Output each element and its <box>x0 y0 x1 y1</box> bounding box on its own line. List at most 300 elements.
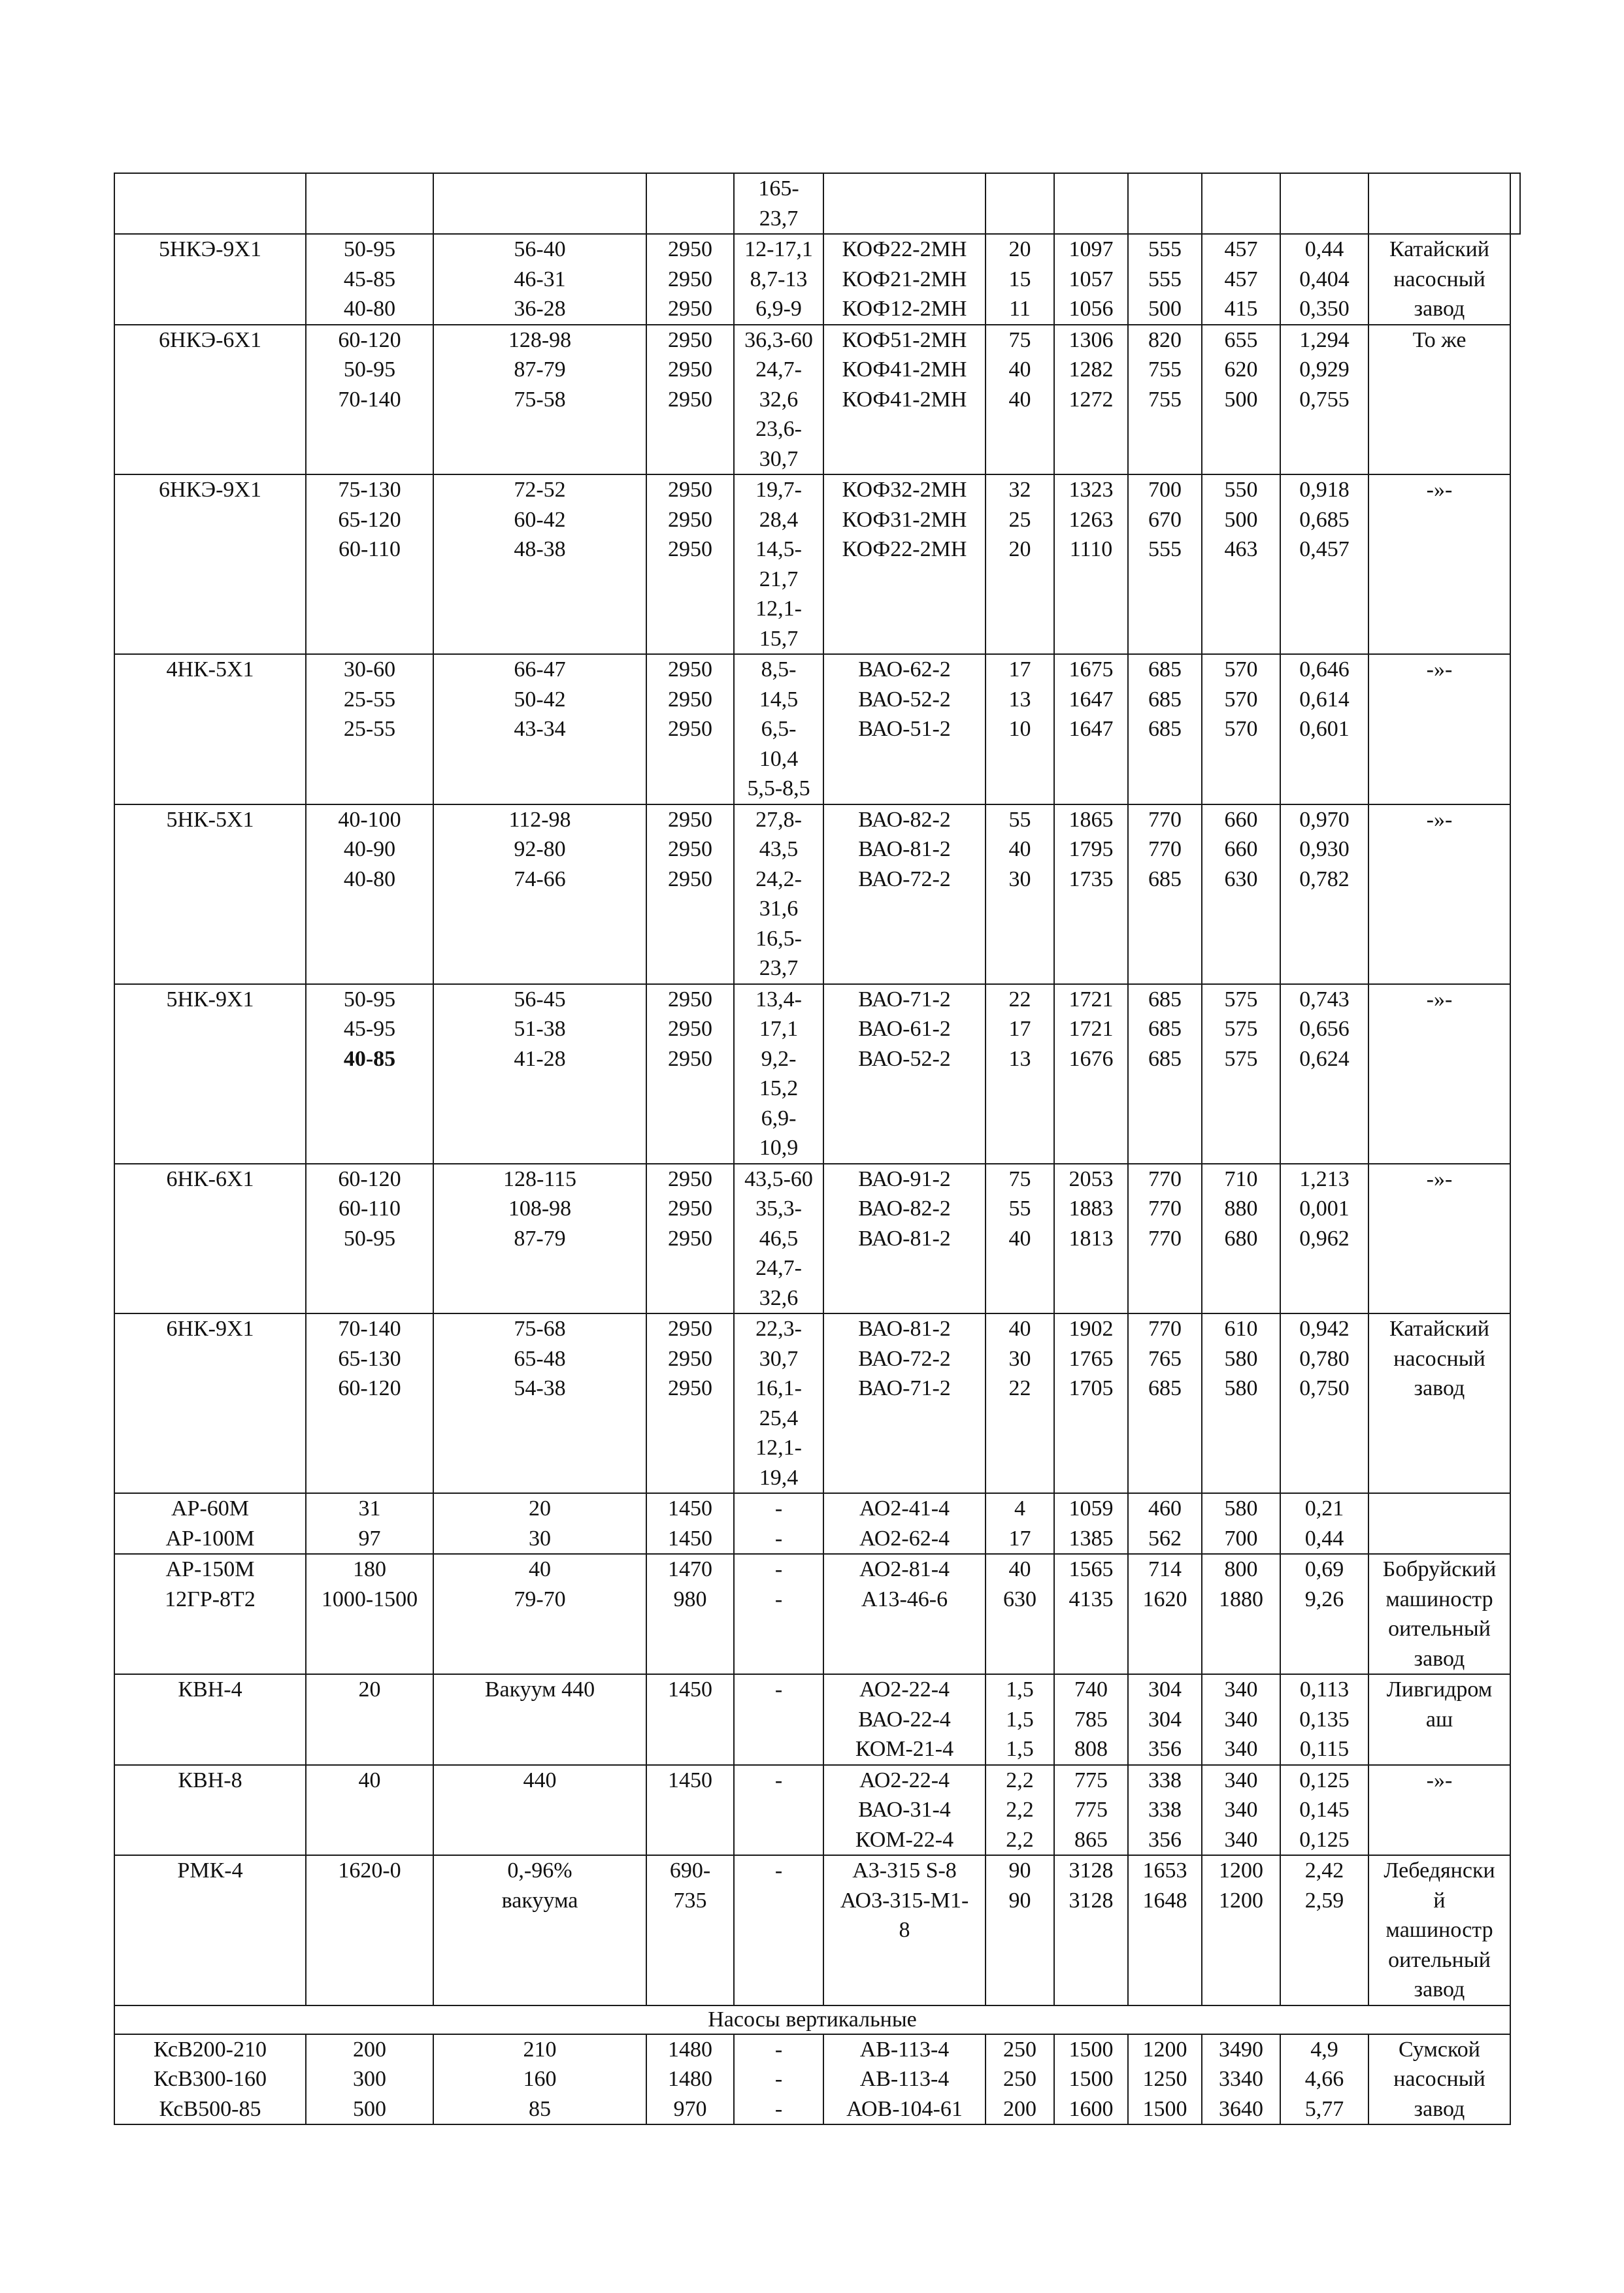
cell-line: КОФ12-2МН <box>842 297 967 321</box>
cell-power-range <box>734 325 823 475</box>
cell-motor-type <box>823 804 986 984</box>
cell-line: АО2-81-4 <box>859 1557 950 1581</box>
cell-line: 92-80 <box>514 837 566 861</box>
cell-line: КОФ31-2МН <box>842 507 967 532</box>
cell-height <box>1202 804 1280 984</box>
cell-flow <box>306 234 433 325</box>
cell-line: 23,7 <box>759 206 799 231</box>
cell-height <box>1202 1493 1280 1554</box>
cell-power-range <box>734 1554 823 1674</box>
table-body <box>114 173 1520 2124</box>
cell-flow <box>306 1313 433 1493</box>
cell-line: 13,4- <box>755 987 802 1012</box>
cell-line: 770 <box>1148 1226 1182 1251</box>
cell-height <box>1202 234 1280 325</box>
cell-mass <box>1280 804 1368 984</box>
cell-flow <box>306 1554 433 1674</box>
cell-line: 1620 <box>1142 1587 1187 1611</box>
cell-line: 19,4 <box>759 1465 799 1490</box>
cell-line: завод <box>1414 1977 1465 2002</box>
cell-length <box>1054 173 1128 234</box>
cell-line: ВАО-81-2 <box>858 1317 951 1341</box>
cell-line: КсВ200-210 <box>154 2037 267 2062</box>
cell-line: 12,1- <box>755 597 802 621</box>
cell-line: Ливгидром <box>1386 1677 1493 1702</box>
table-row <box>114 1493 1520 1554</box>
cell-width <box>1128 325 1202 475</box>
cell-line: 50-42 <box>514 687 566 712</box>
cell-line: 457 <box>1224 237 1258 261</box>
cell-head <box>433 234 646 325</box>
cell-line: 2950 <box>668 807 712 832</box>
pump-specification-table <box>114 173 1521 2125</box>
cell-line: 40 <box>358 1768 381 1792</box>
cell-mass <box>1280 654 1368 804</box>
cell-line: 304 <box>1148 1677 1182 1702</box>
cell-motor-power <box>986 474 1054 654</box>
cell-line: завод <box>1414 297 1465 321</box>
cell-line: 0,929 <box>1299 357 1350 382</box>
cell-line: ВАО-51-2 <box>858 717 951 741</box>
cell-line: 980 <box>673 1587 707 1611</box>
cell-line: 463 <box>1224 537 1258 561</box>
cell-line: 1653 <box>1142 1858 1187 1883</box>
cell-length <box>1054 1164 1128 1314</box>
cell-line: 1059 <box>1069 1496 1114 1521</box>
cell-pump-model <box>114 1554 306 1674</box>
cell-manufacturer <box>1368 1493 1510 1554</box>
cell-power-range <box>734 1164 823 1314</box>
cell-line: 1450 <box>668 1677 712 1702</box>
cell-line: КсВ500-85 <box>159 2096 261 2121</box>
cell-line: 1200 <box>1219 1888 1263 1913</box>
cell-line: 3128 <box>1069 1858 1114 1883</box>
cell-line: 338 <box>1148 1798 1182 1822</box>
cell-line: ВАО-71-2 <box>858 987 951 1012</box>
cell-line: 1865 <box>1069 807 1114 832</box>
cell-manufacturer <box>1368 1674 1510 1765</box>
cell-line: 112-98 <box>508 807 571 832</box>
cell-width <box>1128 474 1202 654</box>
cell-line: 55 <box>1008 1196 1031 1221</box>
cell-line: 60-110 <box>338 537 401 561</box>
cell-line: завод <box>1414 1376 1465 1400</box>
cell-line: 2053 <box>1069 1166 1114 1191</box>
cell-line: 670 <box>1148 507 1182 532</box>
cell-line: 165- <box>758 176 799 201</box>
cell-line: 340 <box>1224 1677 1258 1702</box>
cell-line: 2950 <box>668 1226 712 1251</box>
cell-line: 0,69 <box>1304 1557 1344 1581</box>
cell-line: -»- <box>1426 1768 1453 1792</box>
cell-power-range <box>734 1674 823 1765</box>
cell-line: 0,685 <box>1299 507 1350 532</box>
cell-line: 660 <box>1224 837 1258 861</box>
cell-line: КОФ32-2МН <box>842 478 967 502</box>
cell-rpm <box>646 654 734 804</box>
cell-line: 48-38 <box>514 537 566 561</box>
cell-line: 65-48 <box>514 1346 566 1371</box>
cell-manufacturer <box>1368 173 1510 234</box>
cell-line: 70-140 <box>338 387 401 412</box>
cell-line: 1450 <box>668 1496 712 1521</box>
cell-line: 2950 <box>668 1166 712 1191</box>
cell-line: 15 <box>1008 267 1031 291</box>
cell-line: 0,21 <box>1304 1496 1344 1521</box>
cell-width <box>1128 1674 1202 1765</box>
cell-line: 31 <box>358 1496 381 1521</box>
cell-line: 17 <box>1008 657 1031 682</box>
cell-motor-type <box>823 2034 986 2125</box>
cell-line: 2950 <box>668 1046 712 1071</box>
cell-line: 12ГР-8Т2 <box>165 1587 256 1611</box>
cell-line: 2950 <box>668 267 712 291</box>
cell-flow <box>306 1493 433 1554</box>
table-row <box>114 804 1520 984</box>
cell-line: 865 <box>1074 1827 1108 1852</box>
cell-rpm <box>646 1493 734 1554</box>
cell-line: 2950 <box>668 1196 712 1221</box>
cell-line: вакуума <box>501 1888 578 1913</box>
cell-line: 356 <box>1148 1827 1182 1852</box>
cell-line: АО2-62-4 <box>859 1526 950 1551</box>
cell-head <box>433 1313 646 1493</box>
cell-line: 770 <box>1148 1196 1182 1221</box>
cell-flow <box>306 474 433 654</box>
cell-line: 43-34 <box>514 717 566 741</box>
cell-line: насосный <box>1393 1346 1485 1371</box>
cell-line: 2950 <box>668 1017 712 1041</box>
cell-motor-type <box>823 1765 986 1856</box>
cell-line: 1600 <box>1069 2096 1114 2121</box>
cell-line: 1480 <box>668 2037 712 2062</box>
cell-line: 500 <box>1148 297 1182 321</box>
cell-line: 2,2 <box>1006 1768 1034 1792</box>
cell-line: 800 <box>1224 1557 1258 1581</box>
cell-line: 714 <box>1148 1557 1182 1581</box>
cell-line: 0,780 <box>1299 1346 1350 1371</box>
cell-line: КсВ300-160 <box>154 2067 267 2091</box>
table-row <box>114 325 1520 475</box>
cell-line: 340 <box>1224 1737 1258 1761</box>
cell-pump-model <box>114 804 306 984</box>
cell-length <box>1054 1554 1128 1674</box>
cell-line: 1,5 <box>1006 1707 1034 1732</box>
cell-head <box>433 173 646 234</box>
cell-flow <box>306 325 433 475</box>
cell-line: 655 <box>1224 327 1258 352</box>
cell-height <box>1202 1765 1280 1856</box>
cell-line: 0,942 <box>1299 1317 1350 1341</box>
cell-line: 50-95 <box>343 237 396 261</box>
cell-line: 1500 <box>1069 2037 1114 2062</box>
cell-length <box>1054 1855 1128 2005</box>
cell-line: 40-80 <box>343 297 396 321</box>
cell-line: 785 <box>1074 1707 1108 1732</box>
cell-line: 6НКЭ-6Х1 <box>159 327 261 352</box>
cell-head <box>433 2034 646 2125</box>
cell-line: 1480 <box>668 2067 712 2091</box>
cell-line: 5НК-9Х1 <box>166 987 254 1012</box>
cell-line: 16,5- <box>755 926 802 951</box>
cell-line: 356 <box>1148 1737 1182 1761</box>
cell-line: 22 <box>1008 987 1031 1012</box>
cell-line: 75 <box>1008 327 1031 352</box>
cell-line: - <box>774 1557 783 1581</box>
cell-line: КОФ41-2МН <box>842 357 967 382</box>
cell-motor-type <box>823 1674 986 1765</box>
cell-line: ВАО-72-2 <box>858 1346 951 1371</box>
cell-line: 3490 <box>1219 2037 1263 2062</box>
cell-line: 555 <box>1148 537 1182 561</box>
cell-power-range <box>734 984 823 1164</box>
cell-line: 4,66 <box>1304 2067 1344 2091</box>
cell-line: 75-130 <box>338 478 401 502</box>
cell-line: 1,213 <box>1299 1166 1350 1191</box>
cell-line: 2950 <box>668 987 712 1012</box>
cell-line: 2950 <box>668 357 712 382</box>
cell-line: 45-95 <box>343 1017 396 1041</box>
cell-line: ВАО-22-4 <box>858 1707 951 1732</box>
cell-line: 775 <box>1074 1798 1108 1822</box>
cell-line: 575 <box>1224 987 1258 1012</box>
cell-mass <box>1280 1164 1368 1314</box>
cell-line: 0,350 <box>1299 297 1350 321</box>
cell-line: 1000-1500 <box>321 1587 418 1611</box>
cell-line: 300 <box>353 2067 386 2091</box>
cell-line: 1282 <box>1069 357 1114 382</box>
cell-line: 87-79 <box>514 1226 566 1251</box>
cell-line: 1056 <box>1069 297 1114 321</box>
cell-line: 40-100 <box>338 807 401 832</box>
cell-line: 22 <box>1008 1376 1031 1400</box>
cell-width <box>1128 1164 1202 1314</box>
cell-width <box>1128 1493 1202 1554</box>
cell-line: 0,44 <box>1304 1526 1344 1551</box>
cell-line: 13 <box>1008 687 1031 712</box>
cell-line: 6,5- <box>761 717 797 741</box>
cell-motor-type <box>823 1554 986 1674</box>
cell-flow <box>306 173 433 234</box>
cell-motor-type <box>823 1493 986 1554</box>
cell-rpm <box>646 173 734 234</box>
cell-line: 14,5 <box>759 687 799 712</box>
section-header-cell: Насосы вертикальные <box>114 2005 1510 2034</box>
cell-length <box>1054 474 1128 654</box>
cell-line: 1647 <box>1069 717 1114 741</box>
cell-line: - <box>774 1768 783 1792</box>
cell-power-range <box>734 1765 823 1856</box>
cell-motor-type <box>823 1164 986 1314</box>
cell-line: 3128 <box>1069 1888 1114 1913</box>
cell-head <box>433 1765 646 1856</box>
cell-line: Вакуум 440 <box>484 1677 595 1702</box>
cell-line: 550 <box>1224 478 1258 502</box>
cell-line: 30 <box>1008 1346 1031 1371</box>
cell-line: 20 <box>529 1496 551 1521</box>
cell-line: 0,44 <box>1304 237 1344 261</box>
cell-width <box>1128 1765 1202 1856</box>
cell-line: 2950 <box>668 237 712 261</box>
cell-line: АО2-41-4 <box>859 1496 950 1521</box>
cell-line: 2950 <box>668 1317 712 1341</box>
cell-head <box>433 804 646 984</box>
cell-line: 25,4 <box>759 1406 799 1430</box>
cell-line: 685 <box>1148 987 1182 1012</box>
cell-line: оительный <box>1388 1947 1491 1972</box>
cell-flow <box>306 1855 433 2005</box>
cell-line: 1,5 <box>1006 1677 1034 1702</box>
cell-motor-power <box>986 2034 1054 2125</box>
cell-line: 40-80 <box>343 866 396 891</box>
cell-line: 0,614 <box>1299 687 1350 712</box>
cell-width <box>1128 234 1202 325</box>
cell-mass <box>1280 1313 1368 1493</box>
cell-width <box>1128 654 1202 804</box>
cell-line: 630 <box>1224 866 1258 891</box>
cell-line: 685 <box>1148 1376 1182 1400</box>
cell-head <box>433 984 646 1164</box>
cell-line: 45-85 <box>343 267 396 291</box>
cell-line: 56-45 <box>514 987 566 1012</box>
cell-line: 620 <box>1224 357 1258 382</box>
cell-line: 1500 <box>1069 2067 1114 2091</box>
cell-line: 765 <box>1148 1346 1182 1371</box>
cell-line: 30,7 <box>759 446 799 471</box>
cell-line: - <box>774 1526 783 1551</box>
cell-line: ВАО-82-2 <box>858 1196 951 1221</box>
cell-line: 700 <box>1148 478 1182 502</box>
cell-line: 660 <box>1224 807 1258 832</box>
cell-line: 775 <box>1074 1768 1108 1792</box>
table-row <box>114 1765 1520 1856</box>
cell-line: 580 <box>1224 1376 1258 1400</box>
cell-line: 46-31 <box>514 267 566 291</box>
cell-line: 2950 <box>668 657 712 682</box>
cell-line: машиностр <box>1385 1587 1493 1611</box>
cell-rpm <box>646 1765 734 1856</box>
cell-line: 60-120 <box>338 1166 401 1191</box>
cell-line: 555 <box>1148 237 1182 261</box>
cell-line: 24,7- <box>755 1256 802 1280</box>
cell-line: 755 <box>1148 357 1182 382</box>
cell-power-range <box>734 474 823 654</box>
cell-line: 690- <box>669 1858 711 1883</box>
cell-line: 0,135 <box>1299 1707 1350 1732</box>
cell-rpm <box>646 474 734 654</box>
cell-line: 0,743 <box>1299 987 1350 1012</box>
cell-line: 575 <box>1224 1046 1258 1071</box>
cell-line: 2950 <box>668 507 712 532</box>
cell-line: 1306 <box>1069 327 1114 352</box>
cell-height <box>1202 1554 1280 1674</box>
cell-line: 460 <box>1148 1496 1182 1521</box>
cell-motor-type <box>823 325 986 475</box>
cell-width <box>1128 1855 1202 2005</box>
cell-rpm <box>646 1674 734 1765</box>
cell-line: 24,2- <box>755 866 802 891</box>
cell-head <box>433 474 646 654</box>
cell-line: Катайский <box>1389 237 1489 261</box>
cell-line: РМК-4 <box>177 1858 243 1883</box>
cell-line: 6,9- <box>761 1106 797 1130</box>
cell-pump-model <box>114 1164 306 1314</box>
cell-line: 128-115 <box>503 1166 577 1191</box>
cell-line: 97 <box>358 1526 381 1551</box>
cell-line: 8 <box>899 1918 910 1942</box>
cell-line: КОФ51-2МН <box>842 327 967 352</box>
cell-motor-type <box>823 1855 986 2005</box>
cell-line: 75-68 <box>514 1317 566 1341</box>
cell-line: насосный <box>1393 267 1485 291</box>
cell-line: 685 <box>1148 717 1182 741</box>
cell-line: 740 <box>1074 1677 1108 1702</box>
cell-line: 685 <box>1148 1046 1182 1071</box>
cell-line: 580 <box>1224 1346 1258 1371</box>
cell-line: 17 <box>1008 1017 1031 1041</box>
cell-line: 41-28 <box>514 1046 566 1071</box>
cell-line: 40 <box>529 1557 551 1581</box>
cell-line: завод <box>1414 1646 1465 1671</box>
cell-pump-model <box>114 1855 306 2005</box>
cell-rpm <box>646 804 734 984</box>
cell-line: оительный <box>1388 1617 1491 1641</box>
cell-line: ВАО-61-2 <box>858 1017 951 1041</box>
cell-line: 10,9 <box>759 1136 799 1160</box>
cell-line: 30 <box>529 1526 551 1551</box>
cell-line: 1902 <box>1069 1317 1114 1341</box>
cell-power-range <box>734 1855 823 2005</box>
cell-line: 79-70 <box>514 1587 566 1611</box>
cell-line: 1648 <box>1142 1888 1187 1913</box>
cell-width <box>1128 1554 1202 1674</box>
cell-motor-power <box>986 325 1054 475</box>
cell-mass <box>1280 474 1368 654</box>
cell-line: 75 <box>1008 1166 1031 1191</box>
table-row <box>114 1164 1520 1314</box>
table-row <box>114 1674 1520 1765</box>
cell-line: 46,5 <box>759 1226 799 1251</box>
cell-mass <box>1280 325 1368 475</box>
cell-line: 0,113 <box>1299 1677 1350 1702</box>
cell-line: КОФ22-2МН <box>842 537 967 561</box>
cell-line: 1385 <box>1069 1526 1114 1551</box>
cell-length <box>1054 234 1128 325</box>
cell-flow <box>306 654 433 804</box>
cell-line: АВ-113-4 <box>859 2037 950 2062</box>
cell-line: 4НК-5Х1 <box>166 657 254 682</box>
cell-line: 32 <box>1008 478 1031 502</box>
cell-line: 0,404 <box>1299 267 1350 291</box>
cell-motor-type <box>823 234 986 325</box>
cell-line: То же <box>1412 327 1467 352</box>
cell-line: 685 <box>1148 1017 1182 1041</box>
cell-line: 87-79 <box>514 357 566 382</box>
cell-line: А3-315 S-8 <box>852 1858 957 1883</box>
cell-length <box>1054 1313 1128 1493</box>
cell-head <box>433 325 646 475</box>
cell-height <box>1202 1674 1280 1765</box>
cell-line: 40 <box>1008 387 1031 412</box>
cell-manufacturer <box>1368 1765 1510 1856</box>
cell-line: 610 <box>1224 1317 1258 1341</box>
cell-line: КОМ-22-4 <box>855 1827 954 1852</box>
cell-line: 43,5 <box>759 837 799 861</box>
cell-height <box>1202 474 1280 654</box>
cell-motor-power <box>986 984 1054 1164</box>
cell-line: 415 <box>1224 297 1258 321</box>
cell-length <box>1054 984 1128 1164</box>
